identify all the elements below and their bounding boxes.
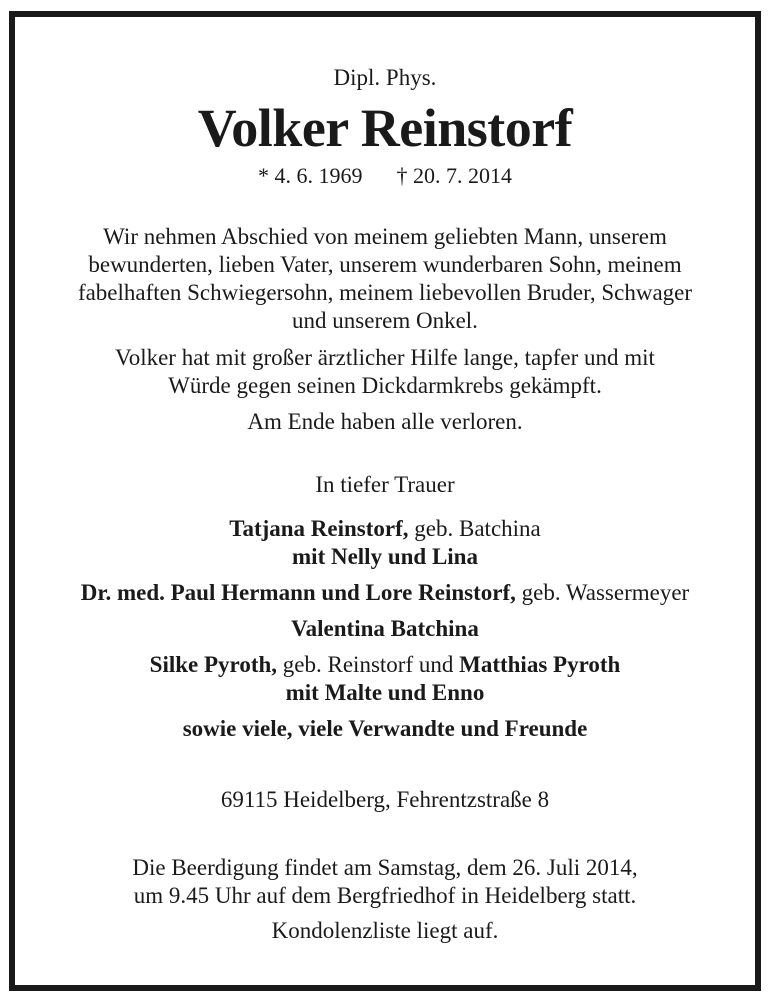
mourner-maiden-name: geb. Wassermeyer (515, 580, 690, 605)
funeral-line: um 9.45 Uhr auf dem Bergfriedhof in Heidelberg statt. (133, 883, 637, 908)
mourner-name: Silke Pyroth, (149, 652, 278, 677)
mourner-relatives: sowie viele, viele Verwandte und Freunde (182, 716, 588, 741)
death-date: † 20. 7. 2014 (396, 163, 512, 188)
mourner-children: mit Malte und Enno (285, 680, 485, 705)
farewell-line: Wir nehmen Abschied von meinem geliebten Mann, unserem (103, 224, 667, 249)
address: 69115 Heidelberg, Fehrentzstraße 8 (220, 787, 550, 812)
mourner-maiden-name: geb. Reinstorf und (277, 652, 460, 677)
illness-line: Würde gegen seinen Dickdarmkrebs gekämpft. (168, 373, 602, 398)
condolence-note: Kondolenzliste liegt auf. (271, 918, 499, 943)
obituary-notice (9, 11, 761, 991)
mourner-children: mit Nelly und Lina (292, 544, 478, 569)
deceased-name: Volker Reinstorf (197, 98, 573, 158)
mourner-row (15, 651, 755, 679)
academic-title: Dipl. Phys. (333, 65, 437, 90)
farewell-line: bewunderten, lieben Vater, unserem wunderbaren Sohn, meinem (88, 252, 682, 277)
life-dates (15, 163, 755, 189)
mourner-maiden-name: geb. Batchina (408, 516, 541, 541)
closing-sentence: Am Ende haben alle verloren. (247, 409, 523, 434)
funeral-line: Die Beerdigung findet am Samstag, dem 26. Juli 2014, (132, 855, 638, 880)
mourner-name: Dr. med. Paul Hermann und Lore Reinstorf, (80, 580, 516, 605)
farewell-line: und unserem Onkel. (292, 308, 478, 333)
mourner-row (15, 579, 755, 607)
mourner-row (15, 515, 755, 543)
farewell-paragraph (15, 223, 755, 335)
funeral-info (15, 854, 755, 910)
mourner-name: Matthias Pyroth (459, 652, 621, 677)
birth-date: * 4. 6. 1969 (258, 163, 363, 188)
mourner-name: Valentina Batchina (291, 616, 479, 641)
mourners-list (15, 515, 755, 743)
illness-line: Volker hat mit großer ärztlicher Hilfe lange, tapfer und mit (115, 345, 655, 370)
mourner-name: Tatjana Reinstorf, (229, 516, 409, 541)
farewell-line: fabelhaften Schwiegersohn, meinem liebevollen Bruder, Schwager (77, 280, 693, 305)
illness-paragraph (15, 344, 755, 400)
mourning-phrase: In tiefer Trauer (315, 472, 455, 497)
